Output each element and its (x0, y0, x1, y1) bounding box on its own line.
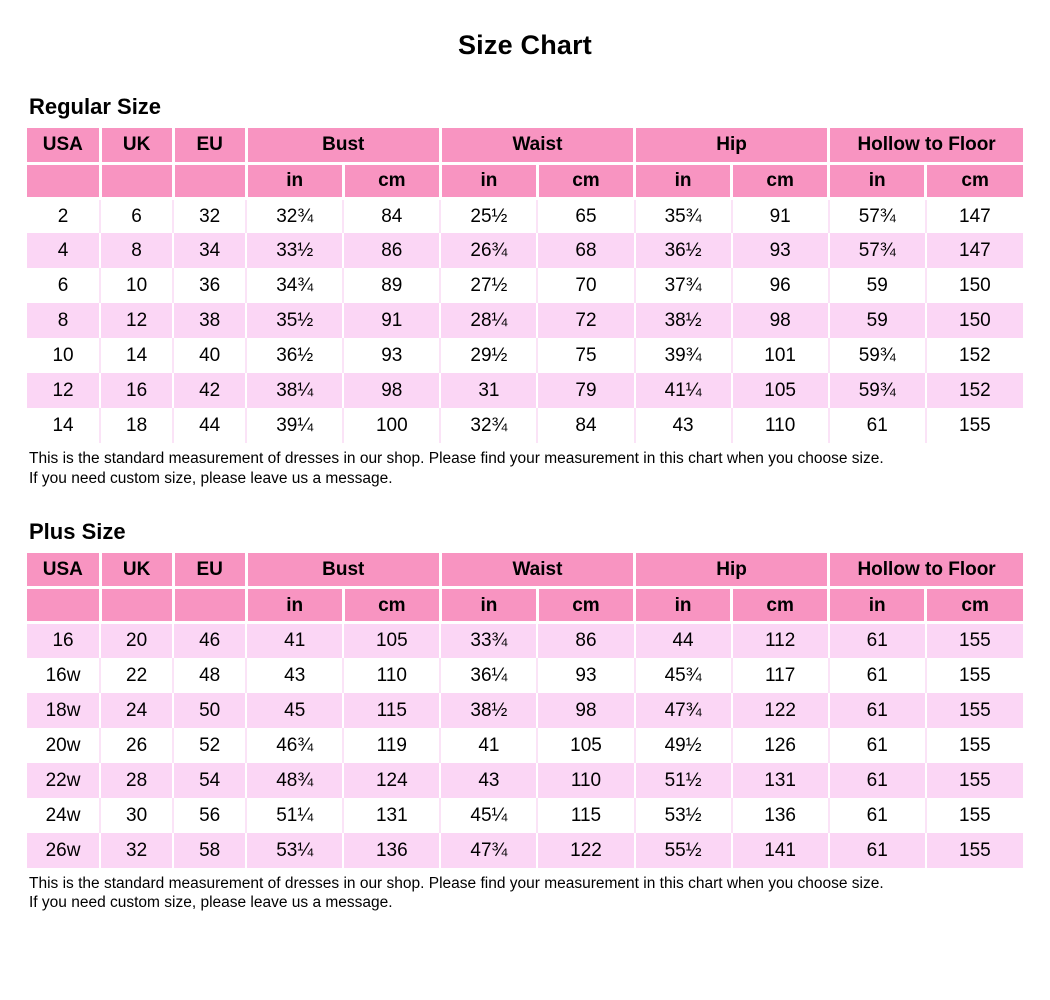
regular-size-table (27, 128, 1023, 443)
table-cell: 110 (343, 658, 440, 693)
table-cell: 10 (100, 268, 173, 303)
table-cell: 8 (100, 233, 173, 268)
table-cell: 93 (537, 658, 634, 693)
col-header-hip: Hip (635, 128, 829, 163)
table-cell: 49½ (635, 728, 732, 763)
plus-size-table (27, 553, 1023, 868)
table-cell: 136 (343, 833, 440, 868)
table-row (27, 798, 1023, 833)
table-cell: 8 (27, 303, 100, 338)
table-cell: 45 (246, 693, 343, 728)
unit-header-cm: cm (732, 163, 829, 198)
table-cell: 57¾ (829, 198, 926, 233)
table-cell: 33¾ (440, 623, 537, 658)
col-header-uk: UK (100, 553, 173, 588)
unit-header-in: in (829, 163, 926, 198)
col-header-waist: Waist (440, 553, 634, 588)
table-cell: 86 (537, 623, 634, 658)
table-cell: 105 (537, 728, 634, 763)
table-cell: 27½ (440, 268, 537, 303)
table-cell: 46 (173, 623, 246, 658)
table-cell: 115 (343, 693, 440, 728)
table-cell: 122 (537, 833, 634, 868)
table-cell: 117 (732, 658, 829, 693)
empty-header-cell (27, 588, 100, 623)
table-cell: 61 (829, 763, 926, 798)
table-cell: 2 (27, 198, 100, 233)
measurement-note (29, 449, 1023, 489)
table-row (27, 833, 1023, 868)
table-cell: 56 (173, 798, 246, 833)
table-cell: 52 (173, 728, 246, 763)
table-cell: 54 (173, 763, 246, 798)
empty-header-cell (27, 163, 100, 198)
table-cell: 16 (100, 373, 173, 408)
table-cell: 110 (732, 408, 829, 443)
table-cell: 141 (732, 833, 829, 868)
table-cell: 105 (732, 373, 829, 408)
table-cell: 61 (829, 728, 926, 763)
table-row (27, 233, 1023, 268)
table-cell: 42 (173, 373, 246, 408)
table-cell: 6 (27, 268, 100, 303)
table-cell: 39¾ (635, 338, 732, 373)
regular-size-section (27, 94, 1023, 489)
table-cell: 155 (926, 763, 1023, 798)
table-cell: 72 (537, 303, 634, 338)
table-cell: 36¼ (440, 658, 537, 693)
table-cell: 122 (732, 693, 829, 728)
table-row (27, 658, 1023, 693)
table-cell: 91 (732, 198, 829, 233)
table-cell: 93 (343, 338, 440, 373)
table-cell: 59 (829, 303, 926, 338)
col-header-bust: Bust (246, 553, 440, 588)
col-header-bust: Bust (246, 128, 440, 163)
table-cell: 48¾ (246, 763, 343, 798)
page-title: Size Chart (457, 30, 593, 60)
unit-header-in: in (440, 163, 537, 198)
table-cell: 105 (343, 623, 440, 658)
table-cell: 79 (537, 373, 634, 408)
table-cell: 28¼ (440, 303, 537, 338)
table-cell: 38½ (440, 693, 537, 728)
table-cell: 26w (27, 833, 100, 868)
table-cell: 45¾ (635, 658, 732, 693)
table-cell: 98 (537, 693, 634, 728)
table-cell: 84 (343, 198, 440, 233)
table-row (27, 268, 1023, 303)
table-cell: 22 (100, 658, 173, 693)
table-cell: 47¾ (635, 693, 732, 728)
table-cell: 26 (100, 728, 173, 763)
table-cell: 155 (926, 623, 1023, 658)
plus-size-section (27, 519, 1023, 914)
table-cell: 18w (27, 693, 100, 728)
table-cell: 33½ (246, 233, 343, 268)
table-cell: 65 (537, 198, 634, 233)
col-header-hollow-to-floor: Hollow to Floor (829, 128, 1023, 163)
table-cell: 112 (732, 623, 829, 658)
table-row (27, 338, 1023, 373)
table-cell: 55½ (635, 833, 732, 868)
unit-header-cm: cm (926, 163, 1023, 198)
table-cell: 61 (829, 623, 926, 658)
table-cell: 53¼ (246, 833, 343, 868)
table-cell: 119 (343, 728, 440, 763)
table-cell: 68 (537, 233, 634, 268)
table-cell: 16 (27, 623, 100, 658)
table-cell: 150 (926, 268, 1023, 303)
table-cell: 30 (100, 798, 173, 833)
table-cell: 61 (829, 798, 926, 833)
table-cell: 40 (173, 338, 246, 373)
table-cell: 50 (173, 693, 246, 728)
table-cell: 38¼ (246, 373, 343, 408)
table-cell: 6 (100, 198, 173, 233)
table-cell: 96 (732, 268, 829, 303)
table-cell: 61 (829, 693, 926, 728)
table-cell: 150 (926, 303, 1023, 338)
table-cell: 4 (27, 233, 100, 268)
table-cell: 48 (173, 658, 246, 693)
table-row (27, 623, 1023, 658)
unit-header-in: in (829, 588, 926, 623)
table-cell: 35½ (246, 303, 343, 338)
table-cell: 36 (173, 268, 246, 303)
table-cell: 32 (173, 198, 246, 233)
table-cell: 24w (27, 798, 100, 833)
table-cell: 61 (829, 833, 926, 868)
table-cell: 20w (27, 728, 100, 763)
note-line-1: This is the standard measurement of dresses in our shop. Please find your measurement in this chart when you choose size. (29, 874, 884, 892)
table-row (27, 763, 1023, 798)
col-header-hip: Hip (635, 553, 829, 588)
table-cell: 36½ (635, 233, 732, 268)
table-cell: 59¾ (829, 373, 926, 408)
table-cell: 57¾ (829, 233, 926, 268)
empty-header-cell (173, 163, 246, 198)
table-cell: 43 (635, 408, 732, 443)
table-cell: 84 (537, 408, 634, 443)
table-cell: 34¾ (246, 268, 343, 303)
table-cell: 43 (440, 763, 537, 798)
table-cell: 53½ (635, 798, 732, 833)
table-cell: 51¼ (246, 798, 343, 833)
table-cell: 14 (100, 338, 173, 373)
table-cell: 59¾ (829, 338, 926, 373)
table-cell: 155 (926, 658, 1023, 693)
unit-header-cm: cm (343, 588, 440, 623)
table-cell: 101 (732, 338, 829, 373)
unit-header-in: in (635, 588, 732, 623)
table-cell: 155 (926, 693, 1023, 728)
table-cell: 110 (537, 763, 634, 798)
unit-header-in: in (246, 588, 343, 623)
unit-header-row (27, 163, 1023, 198)
table-row (27, 303, 1023, 338)
measurement-note (29, 874, 1023, 914)
note-line-2: If you need custom size, please leave us a message. (29, 469, 393, 487)
table-cell: 12 (100, 303, 173, 338)
table-cell: 41 (246, 623, 343, 658)
regular-size-heading: Regular Size (29, 94, 162, 119)
table-cell: 124 (343, 763, 440, 798)
unit-header-cm: cm (537, 588, 634, 623)
table-cell: 16w (27, 658, 100, 693)
table-cell: 37¾ (635, 268, 732, 303)
unit-header-row (27, 588, 1023, 623)
table-row (27, 408, 1023, 443)
table-cell: 152 (926, 373, 1023, 408)
table-row (27, 373, 1023, 408)
table-row (27, 728, 1023, 763)
table-cell: 41 (440, 728, 537, 763)
note-line-2: If you need custom size, please leave us a message. (29, 894, 393, 912)
col-header-eu: EU (173, 128, 246, 163)
table-cell: 91 (343, 303, 440, 338)
table-cell: 36½ (246, 338, 343, 373)
col-header-waist: Waist (440, 128, 634, 163)
table-cell: 98 (732, 303, 829, 338)
unit-header-cm: cm (732, 588, 829, 623)
table-cell: 131 (343, 798, 440, 833)
table-cell: 34 (173, 233, 246, 268)
table-cell: 31 (440, 373, 537, 408)
table-cell: 147 (926, 198, 1023, 233)
table-cell: 10 (27, 338, 100, 373)
table-cell: 70 (537, 268, 634, 303)
table-cell: 47¾ (440, 833, 537, 868)
table-cell: 24 (100, 693, 173, 728)
col-header-uk: UK (100, 128, 173, 163)
table-cell: 61 (829, 658, 926, 693)
table-cell: 93 (732, 233, 829, 268)
col-header-usa: USA (27, 128, 100, 163)
table-cell: 155 (926, 408, 1023, 443)
table-cell: 22w (27, 763, 100, 798)
table-cell: 39¼ (246, 408, 343, 443)
table-cell: 46¾ (246, 728, 343, 763)
plus-size-heading: Plus Size (29, 518, 126, 544)
table-cell: 20 (100, 623, 173, 658)
table-cell: 29½ (440, 338, 537, 373)
table-cell: 41¼ (635, 373, 732, 408)
table-cell: 44 (173, 408, 246, 443)
unit-header-cm: cm (537, 163, 634, 198)
table-row (27, 198, 1023, 233)
table-cell: 59 (829, 268, 926, 303)
empty-header-cell (100, 163, 173, 198)
table-cell: 32¾ (246, 198, 343, 233)
table-cell: 155 (926, 833, 1023, 868)
table-cell: 75 (537, 338, 634, 373)
unit-header-in: in (635, 163, 732, 198)
table-cell: 86 (343, 233, 440, 268)
unit-header-cm: cm (926, 588, 1023, 623)
table-cell: 18 (100, 408, 173, 443)
unit-header-cm: cm (343, 163, 440, 198)
table-cell: 35¾ (635, 198, 732, 233)
group-header-row (27, 553, 1023, 588)
table-cell: 32 (100, 833, 173, 868)
table-cell: 136 (732, 798, 829, 833)
col-header-hollow-to-floor: Hollow to Floor (829, 553, 1023, 588)
table-cell: 147 (926, 233, 1023, 268)
table-cell: 25½ (440, 198, 537, 233)
table-cell: 43 (246, 658, 343, 693)
col-header-eu: EU (173, 553, 246, 588)
table-row (27, 693, 1023, 728)
table-cell: 32¾ (440, 408, 537, 443)
table-cell: 126 (732, 728, 829, 763)
table-cell: 14 (27, 408, 100, 443)
table-cell: 51½ (635, 763, 732, 798)
table-cell: 89 (343, 268, 440, 303)
table-cell: 58 (173, 833, 246, 868)
group-header-row (27, 128, 1023, 163)
unit-header-in: in (246, 163, 343, 198)
note-line-1: This is the standard measurement of dresses in our shop. Please find your measurement in this chart when you choose size. (29, 450, 884, 467)
empty-header-cell (100, 588, 173, 623)
table-cell: 12 (27, 373, 100, 408)
table-cell: 26¾ (440, 233, 537, 268)
table-cell: 100 (343, 408, 440, 443)
table-cell: 152 (926, 338, 1023, 373)
table-cell: 98 (343, 373, 440, 408)
table-cell: 61 (829, 408, 926, 443)
table-cell: 44 (635, 623, 732, 658)
table-cell: 155 (926, 798, 1023, 833)
table-cell: 28 (100, 763, 173, 798)
unit-header-in: in (440, 588, 537, 623)
table-cell: 38½ (635, 303, 732, 338)
empty-header-cell (173, 588, 246, 623)
table-cell: 155 (926, 728, 1023, 763)
table-cell: 45¼ (440, 798, 537, 833)
table-cell: 38 (173, 303, 246, 338)
col-header-usa: USA (27, 553, 100, 588)
table-cell: 131 (732, 763, 829, 798)
table-cell: 115 (537, 798, 634, 833)
